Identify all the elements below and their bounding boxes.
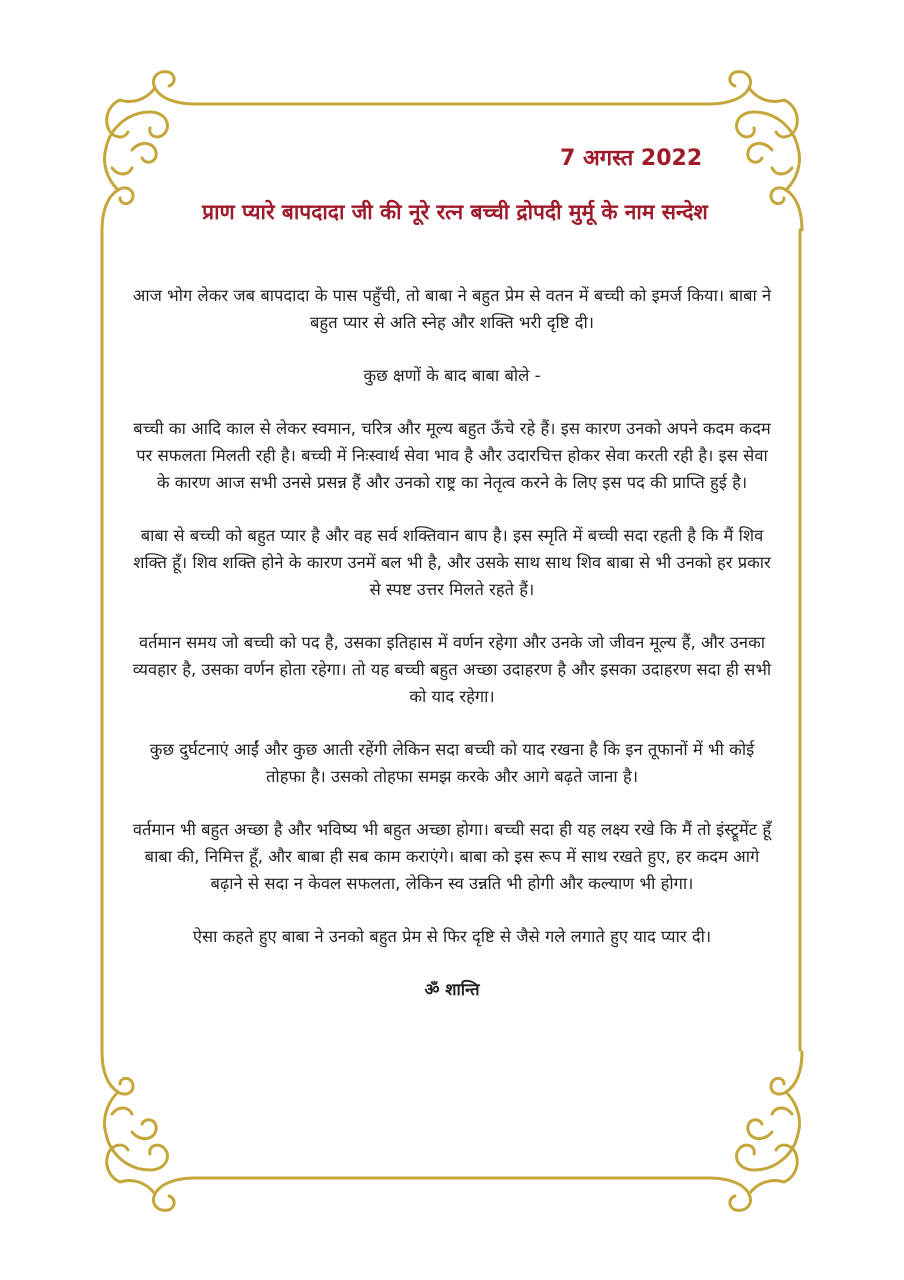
paragraph: ऐसा कहते हुए बाबा ने उनको बहुत प्रेम से फिर दृष्टि से जैसे गले लगाते हुए याद प्यार दी। [192, 927, 712, 946]
paragraph: वर्तमान भी बहुत अच्छा है और भविष्य भी बहुत अच्छा होगा। बच्ची सदा ही यह लक्ष्य रखे कि मैं तो इंस्ट्रूमेंट हूँ बाबा की, निमित्त हूँ, और बाबा ही सब काम कराएंगे। बाबा को इस रूप में साथ रखते हुए, हर कदम आगे बढ़ाने से सदा न केवल सफलता, लेकिन स्व उन्नति भी होगी और कल्याण भी होगा। [132, 820, 772, 893]
paragraph: कुछ दुर्घटनाएं आईं और कुछ आती रहेंगी लेकिन सदा बच्ची को याद रखना है कि इन तूफानों में भी कोई तोहफा है। उसको तोहफा समझ करके और आगे बढ़ते जाना है। [149, 740, 755, 786]
letter-date: 7 अगस्त 2022 [560, 146, 703, 171]
paragraph: कुछ क्षणों के बाद बाबा बोले - [363, 366, 541, 385]
letter-title: प्राण प्यारे बापदादा जी की नूरे रत्न बच्ची द्रोपदी मुर्मू के नाम सन्देश [202, 200, 708, 224]
paragraph: बाबा से बच्ची को बहुत प्यार है और वह सर्व शक्तिवान बाप है। इस स्मृति में बच्ची सदा रहती है कि मैं शिव शक्ति हूँ। शिव शक्ति होने के कारण उनमें बल भी है, और उसके साथ साथ शिव बाबा से भी उनको हर प्रकार से स्पष्ट उत्तर मिलते रहते हैं। [133, 526, 771, 599]
paragraph: बच्ची का आदि काल से लेकर स्वमान, चरित्र और मूल्य बहुत ऊँचे रहे हैं। इस कारण उनको अपने कदम कदम पर सफलता मिलती रही है। बच्ची में निःस्वार्थ सेवा भाव है और उदारचित्त होकर सेवा करती रही है। इस सेवा के कारण आज सभी उनसे प्रसन्न हैं और उनको राष्ट्र का नेतृत्व करने के लिए इस पद की प्राप्ति हुई है। [133, 419, 771, 492]
paragraph: वर्तमान समय जो बच्ची को पद है, उसका इतिहास में वर्णन रहेगा और उनके जो जीवन मूल्य हैं, और उनका व्यवहार है, उसका वर्णन होता रहेगा। तो यह बच्ची बहुत अच्छा उदाहरण है और इसका उदाहरण सदा ही सभी को याद रहेगा। [132, 633, 772, 706]
closing-greeting: ॐ शान्ति [424, 980, 480, 999]
paragraph: आज भोग लेकर जब बापदादा के पास पहुँची, तो बाबा ने बहुत प्रेम से वतन में बच्ची को इमर्ज किया। बाबा ने बहुत प्यार से अति स्नेह और शक्ति भरी दृष्टि दी। [132, 286, 772, 332]
letter-body [130, 282, 774, 1029]
